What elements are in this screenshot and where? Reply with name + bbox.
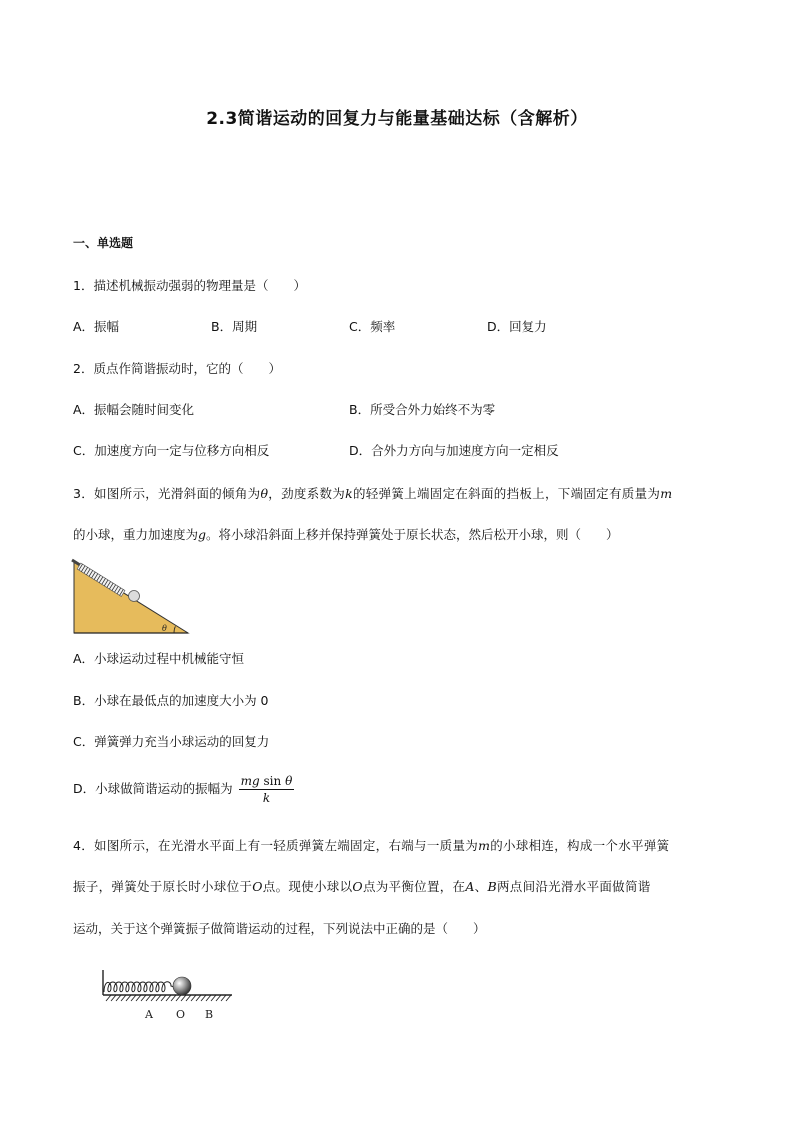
symbol-g: g [198, 527, 207, 542]
stopper-plate [72, 560, 80, 565]
numerator-sin: sin [263, 774, 282, 788]
separator: 、 [474, 879, 488, 894]
symbol-k: k [345, 486, 353, 501]
point-label-a: A [145, 1008, 153, 1021]
stem-text: 的小球，重力加速度为 [73, 527, 199, 542]
spring-coil [104, 982, 174, 992]
question-2-option-b: B．所受合外力始终不为零 [349, 402, 496, 417]
stem-text: 的轻弹簧上端固定在斜面的挡板上，下端固定有质量为 [352, 486, 661, 501]
ball [173, 977, 191, 995]
symbol-m: m [478, 838, 491, 853]
question-2-option-d: D．合外力方向与加速度方向一定相反 [349, 443, 559, 458]
symbol-o: O [252, 879, 263, 894]
question-4-stem-line-3: 运动，关于这个弹簧振子做简谐运动的过程，下列说法中正确的是（ ） [73, 921, 486, 936]
numerator-mg: mg [240, 774, 260, 788]
question-3-option-b: B．小球在最低点的加速度大小为 0 [73, 693, 269, 708]
stem-text: 点。现使小球以 [262, 879, 353, 894]
ball [129, 591, 140, 602]
stem-text: ，劲度系数为 [268, 486, 346, 501]
page-title: 2.3简谐运动的回复力与能量基础达标（含解析） [206, 109, 588, 129]
symbol-theta: θ [260, 486, 269, 501]
question-1-option-c: C．频率 [349, 319, 396, 334]
question-3-option-a: A．小球运动过程中机械能守恒 [73, 651, 245, 666]
point-label-b: B [205, 1008, 214, 1021]
fraction-numerator [239, 774, 295, 790]
point-label-o: O [176, 1008, 186, 1021]
symbol-b: B [487, 879, 497, 894]
question-3-stem-line-1 [73, 484, 672, 502]
section-heading: 一、单选题 [73, 236, 134, 250]
stem-text: 。将小球沿斜面上移并保持弹簧处于原长状态，然后松开小球，则（ ） [206, 527, 619, 542]
question-2-stem: 2．质点作简谐振动时，它的（ ） [73, 361, 281, 376]
question-2-option-a: A．振幅会随时间变化 [73, 402, 195, 417]
stem-text: 4．如图所示，在光滑水平面上有一轻质弹簧左端固定，右端与一质量为 [73, 838, 479, 853]
question-1-option-a: A．振幅 [73, 319, 120, 334]
stem-text: 两点间沿光滑水平面做简谐 [496, 879, 651, 894]
question-1-stem: 1．描述机械振动强弱的物理量是（ ） [73, 278, 306, 293]
numerator-theta: θ [285, 774, 293, 788]
symbol-o: O [352, 879, 363, 894]
question-1-option-b: B．周期 [211, 319, 258, 334]
question-1-option-d: D．回复力 [487, 319, 547, 334]
question-2-option-c: C．加速度方向一定与位移方向相反 [73, 443, 270, 458]
stem-text: 点为平衡位置，在 [362, 879, 466, 894]
question-3-stem-line-2 [73, 525, 619, 543]
symbol-m: m [660, 486, 673, 501]
floor-hatching [106, 995, 231, 1001]
question-4-stem-line-1 [73, 836, 669, 854]
angle-label: θ [162, 624, 167, 633]
question-3-option-d [73, 774, 294, 805]
question-4-stem-line-2 [73, 877, 651, 895]
horizontal-spring-figure [98, 966, 236, 1024]
stem-text: 振子，弹簧处于原长时小球位于 [73, 879, 253, 894]
stem-text: 3．如图所示，光滑斜面的倾角为 [73, 486, 261, 501]
fraction-denominator: k [262, 791, 271, 805]
symbol-a: A [465, 879, 475, 894]
amplitude-fraction [239, 774, 295, 805]
option-d-text: D．小球做简谐运动的振幅为 [73, 781, 233, 796]
question-3-option-c: C．弹簧弹力充当小球运动的回复力 [73, 734, 270, 749]
incline-spring-figure [70, 558, 192, 636]
stem-text: 的小球相连，构成一个水平弹簧 [490, 838, 670, 853]
